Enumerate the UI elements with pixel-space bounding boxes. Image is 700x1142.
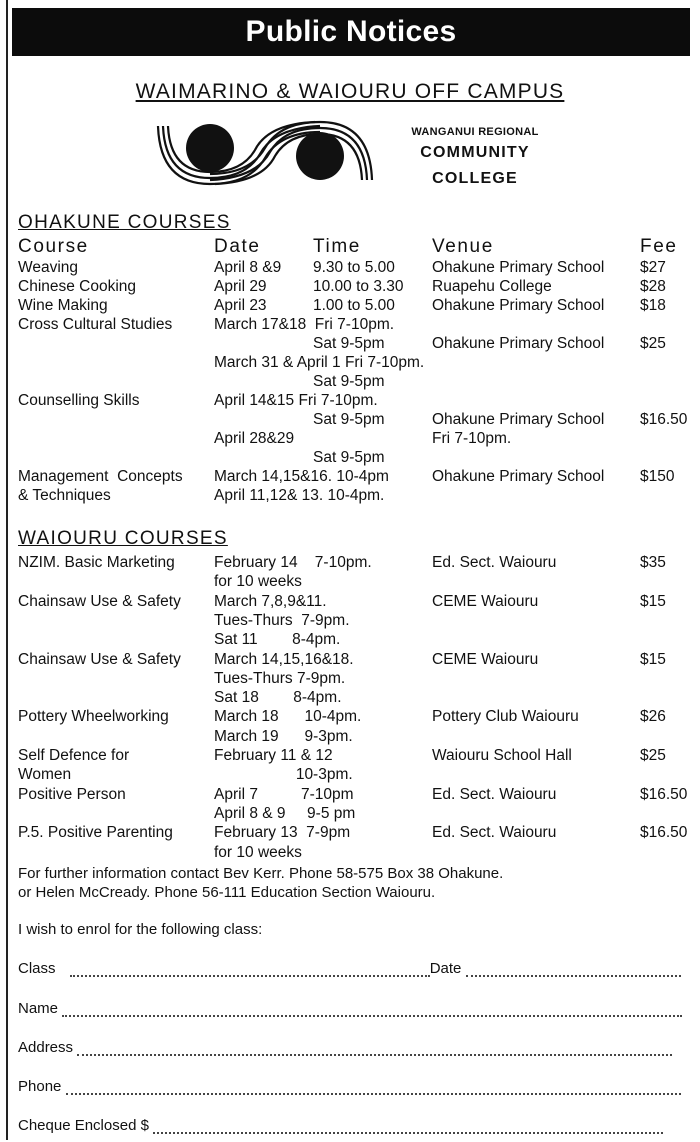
ohakune-cell-fee: $28 <box>640 278 666 295</box>
ohakune-cell-date: April 8 &9 <box>214 259 282 276</box>
ohakune-cell-course: Management Concepts <box>18 468 183 485</box>
ohakune-cell-date: April 14&15 Fri 7-10pm. <box>214 392 378 409</box>
waiouru-cell-date: March 19 9-3pm. <box>214 727 353 745</box>
ohakune-cell-venue: Fri 7-10pm. <box>432 430 512 447</box>
waiouru-cell-venue: Pottery Club Waiouru <box>432 708 579 726</box>
date-field[interactable] <box>466 961 681 977</box>
ohakune-cell-course: Weaving <box>18 259 79 276</box>
class-label: Class <box>18 960 56 977</box>
ohakune-cell-course: Chinese Cooking <box>18 278 137 295</box>
waiouru-cell-date: 10-3pm. <box>214 766 353 784</box>
waiouru-cell-fee: $26 <box>640 708 666 726</box>
ohakune-cell-date: April 23 <box>214 297 267 314</box>
ohakune-cell-course: Counselling Skills <box>18 392 140 409</box>
waiouru-cell-venue: Ed. Sect. Waiouru <box>432 824 557 842</box>
ohakune-cell-time: Sat 9-5pm <box>313 335 385 352</box>
ohakune-cell-date: April 28&29 <box>214 430 295 447</box>
waiouru-cell-course: Chainsaw Use & Safety <box>18 592 181 610</box>
ohakune-heading: OHAKUNE COURSES <box>18 212 231 233</box>
ohakune-cell-venue: Ohakune Primary School <box>432 297 605 314</box>
waiouru-cell-date: April 7 7-10pm <box>214 785 354 803</box>
cheque-label: Cheque Enclosed $ <box>18 1117 149 1134</box>
phone-field[interactable] <box>66 1079 681 1095</box>
notice-subheading: WAIMARINO & WAIOURU OFF CAMPUS <box>135 80 565 103</box>
address-field[interactable] <box>77 1040 672 1056</box>
column-header-time: Time <box>313 236 361 257</box>
column-header-fee: Fee <box>640 236 678 257</box>
address-row <box>18 1039 688 1056</box>
ohakune-cell-venue: Ohakune Primary School <box>432 259 605 276</box>
ohakune-cell-time: Sat 9-5pm <box>313 411 385 428</box>
waiouru-heading: WAIOURU COURSES <box>18 528 228 549</box>
waiouru-cell-venue: Ed. Sect. Waiouru <box>432 554 557 571</box>
waiouru-cell-venue: CEME Waiouru <box>432 592 539 610</box>
waiouru-cell-course: Chainsaw Use & Safety <box>18 650 181 668</box>
public-notices-banner: Public Notices <box>12 8 690 56</box>
waiouru-cell-date: Sat 18 8-4pm. <box>214 689 342 707</box>
name-row <box>18 1000 688 1017</box>
waiouru-cell-course: Self Defence for <box>18 747 130 764</box>
waiouru-cell-date: for 10 weeks <box>214 843 302 861</box>
ohakune-cell-date: March 17&18 Fri 7-10pm. <box>214 316 395 333</box>
cheque-field[interactable] <box>153 1118 663 1134</box>
college-name <box>385 126 565 190</box>
waiouru-cell-fee: $16.50 <box>640 785 688 803</box>
waiouru-cell-date: for 10 weeks <box>214 573 302 591</box>
waiouru-cell-date: Tues-Thurs 7-9pm. <box>214 669 346 687</box>
cheque-row <box>18 1117 688 1134</box>
contact-line-1: For further information contact Bev Kerr. Phone 58-575 Box 38 Ohakune. <box>18 865 504 882</box>
ohakune-cell-time: 1.00 to 5.00 <box>313 297 395 314</box>
waiouru-cell-date: March 7,8,9&11. <box>214 592 327 610</box>
ohakune-cell-time: Sat 9-5pm <box>313 373 385 390</box>
waiouru-cell-date: February 11 & 12 <box>214 747 333 764</box>
ohakune-cell-fee: $16.50 <box>640 411 688 428</box>
ohakune-cell-time: 10.00 to 3.30 <box>313 278 404 295</box>
phone-label: Phone <box>18 1078 62 1095</box>
waiouru-cell-course: P.5. Positive Parenting <box>18 824 173 842</box>
name-label: Name <box>18 1000 59 1017</box>
waiouru-cell-course: Women <box>18 766 72 784</box>
ohakune-cell-fee: $27 <box>640 259 666 276</box>
column-header-date: Date <box>214 236 261 257</box>
ohakune-cell-fee: $150 <box>640 468 675 485</box>
ohakune-cell-fee: $18 <box>640 297 666 314</box>
waiouru-cell-date: March 14,15,16&18. <box>214 650 354 668</box>
class-field[interactable] <box>70 961 430 977</box>
waiouru-cell-date: February 14 7-10pm. <box>214 554 372 571</box>
contact-line-2: or Helen McCready. Phone 56-111 Education Section Waiouru. <box>18 884 436 901</box>
column-header-course: Course <box>18 236 89 257</box>
ohakune-cell-date: April 29 <box>214 278 267 295</box>
waiouru-cell-fee: $15 <box>640 592 666 610</box>
ohakune-cell-fee: $25 <box>640 335 666 352</box>
ohakune-cell-course: Cross Cultural Studies <box>18 316 173 333</box>
ohakune-cell-date: March 14,15&16. 10-4pm <box>214 468 389 485</box>
college-logo-icon <box>150 118 380 188</box>
phone-row <box>18 1078 688 1095</box>
ohakune-cell-time: Sat 9-5pm <box>313 449 385 466</box>
enrol-intro: I wish to enrol for the following class: <box>18 921 263 938</box>
waiouru-cell-course: Pottery Wheelworking <box>18 708 169 726</box>
college-line-3: COLLEGE <box>432 170 518 187</box>
waiouru-cell-date: Tues-Thurs 7-9pm. <box>214 611 350 629</box>
college-line-1: WANGANUI REGIONAL <box>411 126 539 138</box>
address-label: Address <box>18 1039 74 1056</box>
ohakune-cell-course: & Techniques <box>18 487 111 504</box>
name-field[interactable] <box>62 1001 682 1017</box>
waiouru-cell-course: NZIM. Basic Marketing <box>18 554 175 571</box>
waiouru-cell-fee: $35 <box>640 554 666 571</box>
ohakune-cell-time: 9.30 to 5.00 <box>313 259 395 276</box>
ohakune-cell-venue: Ohakune Primary School <box>432 468 605 485</box>
waiouru-cell-course: Positive Person <box>18 785 126 803</box>
ohakune-cell-venue: Ruapehu College <box>432 278 552 295</box>
waiouru-cell-venue: Ed. Sect. Waiouru <box>432 785 557 803</box>
class-date-row <box>18 960 688 977</box>
date-label: Date <box>429 960 462 977</box>
waiouru-cell-venue: CEME Waiouru <box>432 650 539 668</box>
waiouru-cell-venue: Waiouru School Hall <box>432 747 572 764</box>
waiouru-cell-date: Sat 11 8-4pm. <box>214 631 341 649</box>
waiouru-cell-date: February 13 7-9pm <box>214 824 351 842</box>
column-header-venue: Venue <box>432 236 494 257</box>
ohakune-cell-date: March 31 & April 1 Fri 7-10pm. <box>214 354 425 371</box>
ohakune-cell-date: April 11,12& 13. 10-4pm. <box>214 487 385 504</box>
waiouru-cell-date: March 18 10-4pm. <box>214 708 362 726</box>
ohakune-cell-venue: Ohakune Primary School <box>432 335 605 352</box>
waiouru-cell-fee: $16.50 <box>640 824 688 842</box>
waiouru-cell-date: April 8 & 9 9-5 pm <box>214 804 356 822</box>
ohakune-cell-venue: Ohakune Primary School <box>432 411 605 428</box>
college-line-2: COMMUNITY <box>420 144 530 161</box>
waiouru-cell-fee: $15 <box>640 650 666 668</box>
waiouru-cell-fee: $25 <box>640 747 666 764</box>
ohakune-cell-course: Wine Making <box>18 297 108 314</box>
